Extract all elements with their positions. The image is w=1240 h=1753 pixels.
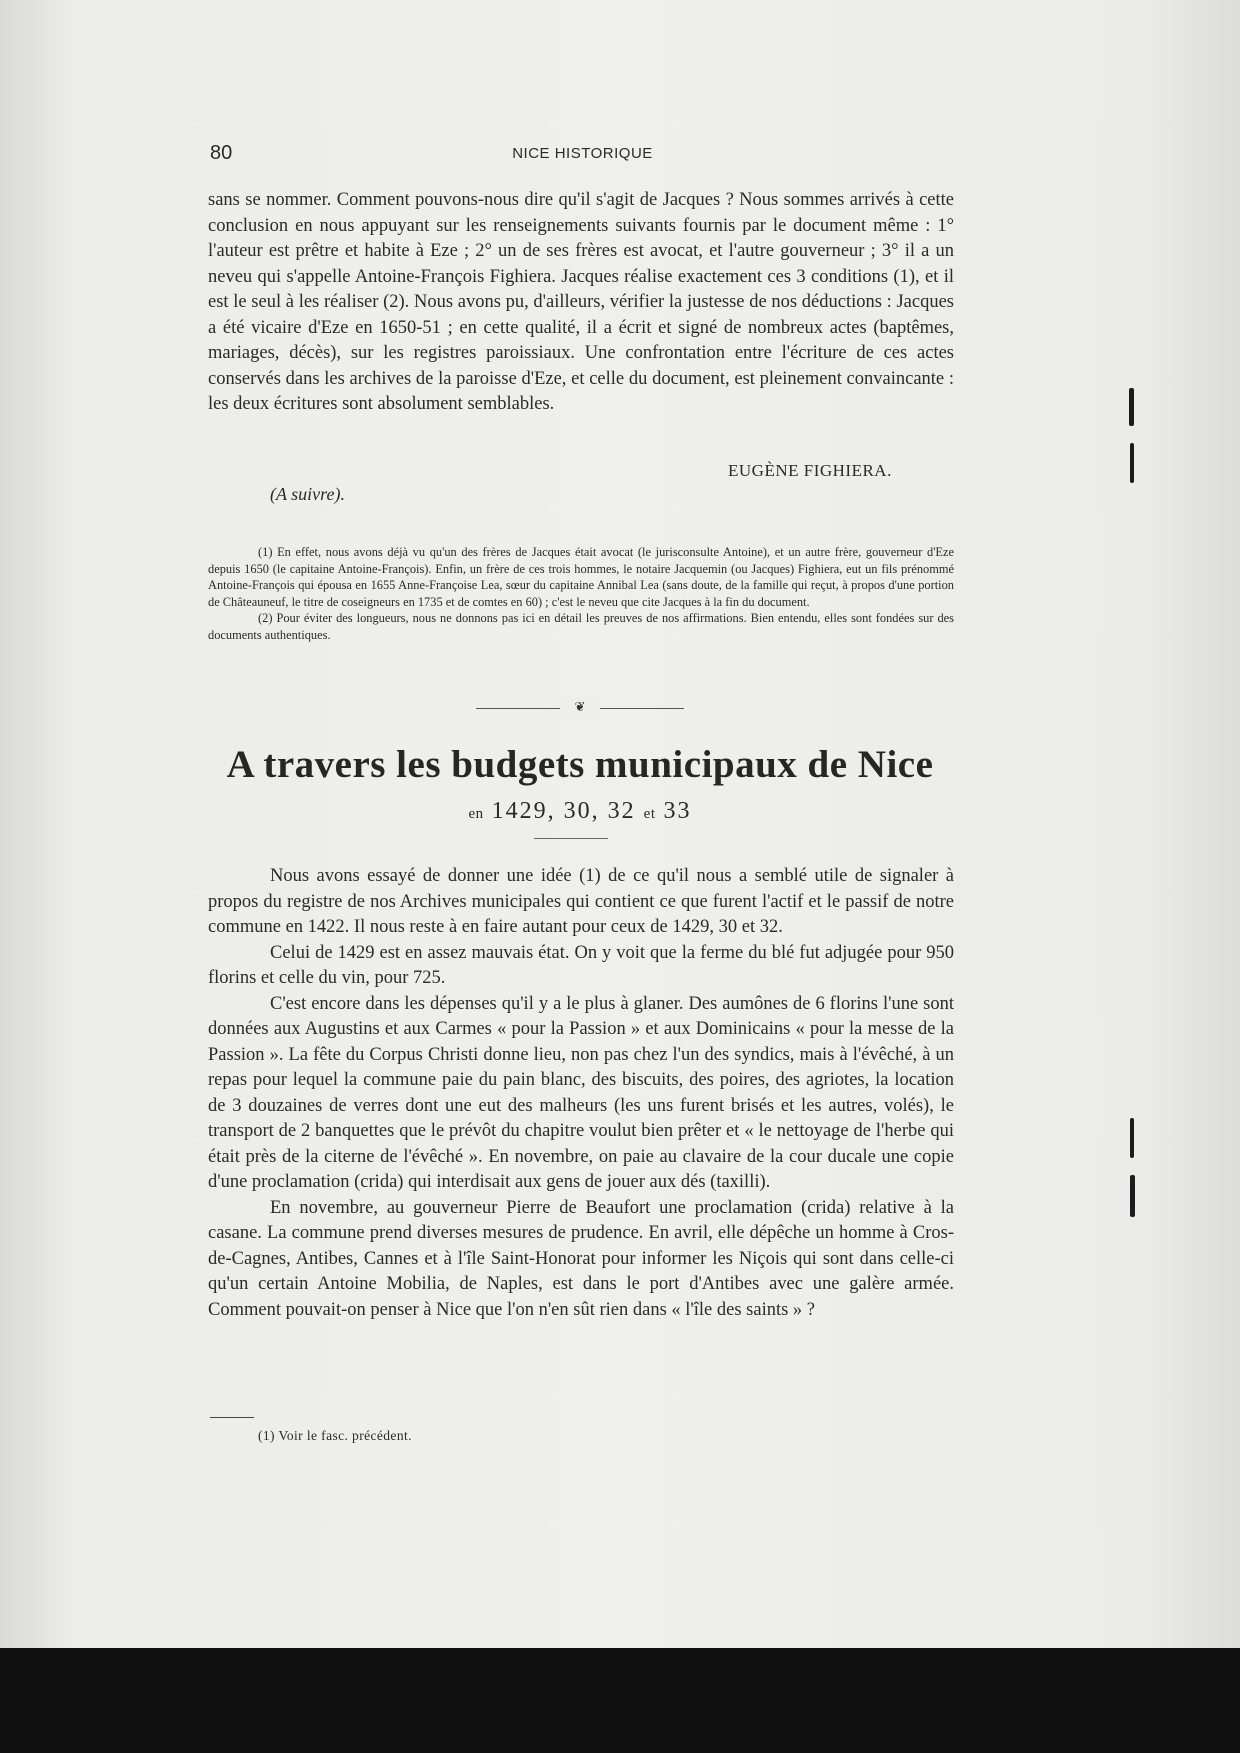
- subtitle-last-year: 33: [663, 798, 692, 824]
- signature-last-name: FIGHIERA.: [803, 461, 892, 480]
- binding-mark: [1130, 443, 1134, 483]
- binding-mark: [1129, 388, 1134, 426]
- footnote-divider: [210, 1417, 254, 1418]
- paragraph: Nous avons essayé de donner une idée (1) de ce qu'il nous a semblé utile de signaler à propos du registre de nos Archives municipales qui contient ce que furent l'actif et le passif de notre commune en 1422. Il nous reste à en faire autant pour ceux de 1429, 30 et 32.: [208, 866, 954, 937]
- subtitle-et: et: [643, 806, 656, 822]
- paragraph: En novembre, au gouverneur Pierre de Beaufort une proclamation (crida) relative à la casane. La commune prend diverses mesures de prudence. En avril, elle dépêche un homme à Cros-de-Cagnes, Antibes, Cannes et à l'île Saint-Honorat pour informer les Niçois qui sont dans celle-ci qu'un certain Antoine Mobilia, de Naples, est dans le port d'Antibes avec une galère armée. Comment pouvait-on penser à Nice que l'on n'en sût rien dans « l'île des saints » ?: [208, 1197, 954, 1320]
- binding-mark: [1130, 1118, 1134, 1158]
- title-divider: [534, 838, 608, 839]
- scan-border: [0, 1648, 1240, 1753]
- signature-first-name: EUGÈNE: [728, 461, 799, 480]
- subtitle-years: 1429, 30, 32: [491, 798, 636, 824]
- author-signature: [728, 461, 892, 481]
- footnotes: [208, 544, 954, 644]
- fleuron-icon: ❦: [560, 699, 600, 715]
- article-title: A travers les budgets municipaux de Nice: [226, 743, 934, 786]
- second-article-text: [208, 864, 954, 1323]
- paragraph: C'est encore dans les dépenses qu'il y a le plus à glaner. Des aumônes de 6 florins l'une sont données aux Augustins et aux Carmes « pour la Passion » et aux Dominicains « pour la messe de la Passion ». La fête du Corpus Christi donne lieu, non pas chez l'un des syndics, mais à l'évêché, à un repas pour lequel la commune paie du pain blanc, des biscuits, des poires, des agriotes, la location de 3 douzaines de verres dont une eut des malheurs (les uns furent brisés et les autres, volés), le transport de 2 banquettes que le prévôt du chapitre voulut bien prêter et « le nettoyage de l'herbe qui était près de la citerne de l'évêché ». En novembre, on paie au clavaire de la cour ducale une copie d'une proclamation (crida) qui interdisait aux gens de jouer aux dés (taxilli).: [208, 993, 954, 1192]
- page-header: [210, 142, 955, 168]
- footnote: (1) Voir le fasc. précédent.: [258, 1428, 412, 1443]
- page-number: 80: [210, 142, 233, 164]
- article-subtitle: [360, 798, 800, 825]
- first-article-text: [208, 188, 954, 418]
- footnote: (2) Pour éviter des longueurs, nous ne donnons pas ici en détail les preuves de nos affirmations. Bien entendu, elles sont fondées sur des documents authentiques.: [208, 611, 954, 642]
- continuation-note: (A suivre).: [270, 484, 345, 504]
- footnote: (1) En effet, nous avons déjà vu qu'un des frères de Jacques était avocat (le jurisconsulte Antoine), et un autre frère, gouverneur d'Eze depuis 1650 (le capitaine Antoine-François). Enfin, un frère de ces trois hommes, le notaire Jacquemin (ou Jacques) Fighiera, eut un fils prénommé Antoine-François qui épousa en 1655 Anne-Françoise Lea, sœur du capitaine Annibal Lea (sans doute, de la famille qui reçut, à propos d'une portion de Châteauneuf, le titre de coseigneurs en 1735 et de comtes en 60) ; c'est le neveu que cite Jacques à la fin du document.: [208, 545, 954, 609]
- subtitle-en: en: [468, 806, 484, 822]
- paragraph: sans se nommer. Comment pouvons-nous dire qu'il s'agit de Jacques ? Nous sommes arrivés à cette conclusion en nous appuyant sur les renseignements suivants fournis par le document même : 1° l'auteur est prêtre et habite à Eze ; 2° un de ses frères est avocat, et l'autre gouverneur ; 3° il a un neveu qui s'appelle Antoine-François Fighiera. Jacques réalise exactement ces 3 conditions (1), et il est le seul à les réaliser (2). Nous avons pu, d'ailleurs, vérifier la justesse de nos déductions : Jacques a été vicaire d'Eze en 1650-51 ; en cette qualité, il a écrit et signé de nombreux actes (baptêmes, mariages, décès), sur les registres paroissiaux. Une confrontation entre l'écriture de ces actes conservés dans les archives de la paroisse d'Eze, et celle du document, est pleinement convaincante : les deux écritures sont absolument semblables.: [208, 190, 954, 414]
- binding-mark: [1130, 1175, 1135, 1217]
- paragraph: Celui de 1429 est en assez mauvais état. On y voit que la ferme du blé fut adjugée pour 950 florins et celle du vin, pour 725.: [208, 942, 954, 988]
- running-head: NICE HISTORIQUE: [512, 145, 653, 162]
